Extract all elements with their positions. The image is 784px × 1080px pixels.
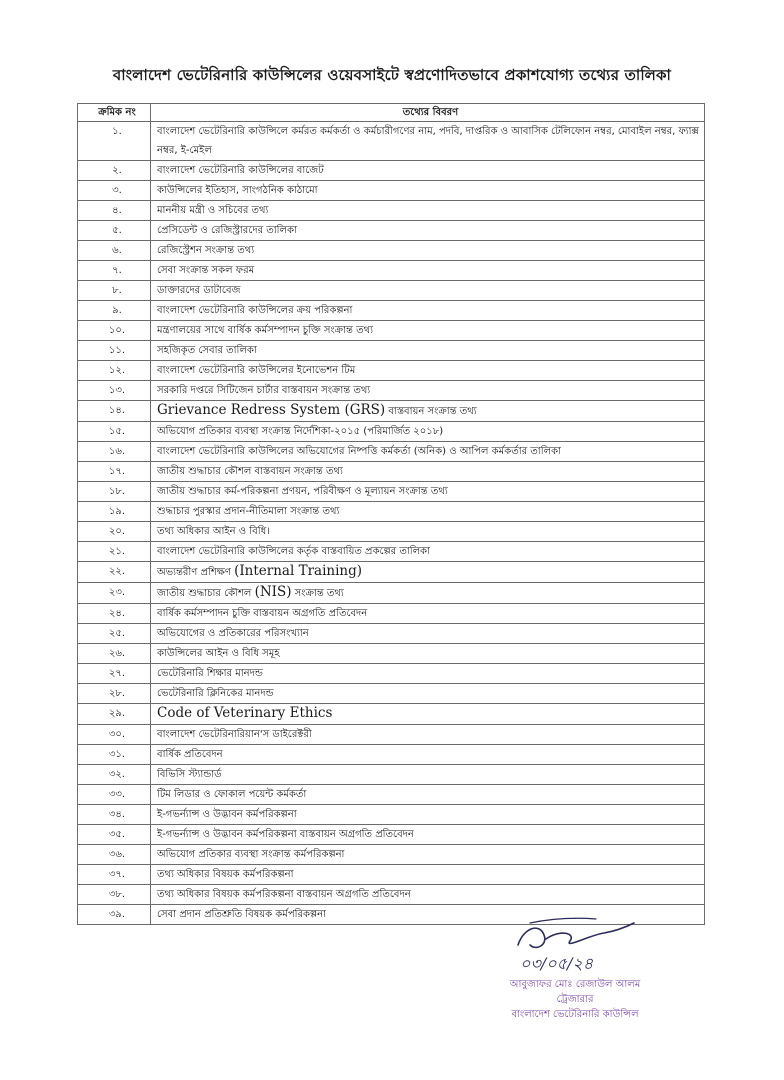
row-serial: ৫. [78,221,151,241]
row-serial: ১১. [78,341,151,361]
row-serial: ১৭. [78,462,151,482]
row-text: অভিযোগ প্রতিকার ব্যবস্থা সংক্রান্ত নির্দেশিকা-২০১৫ (পরিমার্জিত ২০১৮) [157,426,444,437]
row-text: জাতীয় শুদ্ধাচার কৌশল [157,588,255,599]
row-serial: ৩৫. [78,825,151,845]
row-text: ই-গভর্ন্যান্স ও উদ্ভাবন কর্মপরিকল্পনা বাস্তবায়ন অগ্রগতি প্রতিবেদন [157,829,414,840]
row-text: বাংলাদেশ ভেটেরিনারিয়ান'স ডাইরেক্টরী [157,729,312,740]
header-serial: ক্রমিক নং [78,104,151,122]
table-row [78,241,705,261]
table-row [78,161,705,181]
row-text: বিভিসি স্ট্যান্ডার্ড [157,769,222,780]
row-text: অভিযোগ প্রতিকার ব্যবস্থা সংক্রান্ত কর্মপরিকল্পনা [157,849,345,860]
row-text: মাননীয় মন্ত্রী ও সচিবের তথ্য [157,205,269,216]
table-row [78,401,705,422]
table-row [78,684,705,704]
information-table [77,103,705,925]
row-text: ভেটেরিনারি শিক্ষার মানদন্ড [157,668,263,679]
row-description [151,542,705,562]
table-row [78,462,705,482]
signer-designation: ট্রেজারার [556,994,594,1005]
row-serial: ৪. [78,201,151,221]
row-serial: ৩১. [78,745,151,765]
row-text: তথ্য অধিকার বিষয়ক কর্মপরিকল্পনা [157,869,294,880]
signature-handwritten [500,905,650,975]
row-text: বাংলাদেশ ভেটেরিনারি কাউন্সিলের অভিযোগের নিষ্পত্তি কর্মকর্তা (অনিক) ও আপিল কর্মকর্তার তালিকা [157,446,561,457]
row-description [151,442,705,462]
row-serial: ৩২. [78,765,151,785]
table-row [78,422,705,442]
row-text: ডাক্তারদের ডাটাবেজ [157,285,241,296]
row-text: সহজিকৃত সেবার তালিকা [157,345,257,356]
row-description [151,785,705,805]
row-serial: ১. [78,122,151,161]
row-serial: ২২. [78,562,151,583]
row-text: বাংলাদেশ ভেটেরিনারি কাউন্সিলের বাজেট [157,165,324,176]
row-description [151,321,705,341]
table-row [78,725,705,745]
table-header-row [78,104,705,122]
row-text: প্রেসিডেন্ট ও রেজিস্ট্রারদের তালিকা [157,225,297,236]
table-row [78,201,705,221]
row-text: বার্ষিক প্রতিবেদন [157,749,223,760]
row-serial: ২৭. [78,664,151,684]
row-description [151,502,705,522]
table-row [78,805,705,825]
table-row [78,825,705,845]
row-description [151,482,705,502]
row-description [151,725,705,745]
table-row [78,885,705,905]
row-description [151,181,705,201]
row-description [151,765,705,785]
table-row [78,604,705,624]
row-description [151,644,705,664]
row-description [151,624,705,644]
row-text: কাউন্সিলের ইতিহাস, সাংগঠনিক কাঠামো [157,185,318,196]
row-latin-text: Grievance Redress System (GRS) [157,402,386,418]
table-row [78,745,705,765]
row-text: সেবা সংক্রান্ত সকল ফরম [157,265,255,276]
row-text: বাংলাদেশ ভেটেরিনারি কাউন্সিলের ক্রয় পরিকল্পনা [157,305,353,316]
table-row [78,845,705,865]
row-text: ই-গভর্ন্যান্স ও উদ্ভাবন কর্মপরিকল্পনা [157,809,297,820]
row-serial: ৩৯. [78,905,151,925]
table-row [78,122,705,161]
table-row [78,542,705,562]
row-description [151,522,705,542]
row-description [151,664,705,684]
row-serial: ৬. [78,241,151,261]
row-text: বার্ষিক কর্মসম্পাদন চুক্তি বাস্তবায়ন অগ্রগতি প্রতিবেদন [157,608,368,619]
row-description [151,845,705,865]
table-row [78,442,705,462]
row-description [151,201,705,221]
row-description [151,865,705,885]
row-serial: ২৮. [78,684,151,704]
row-serial: ২৪. [78,604,151,624]
table-row [78,301,705,321]
row-serial: ৩৪. [78,805,151,825]
row-description [151,341,705,361]
row-description [151,462,705,482]
row-serial: ২. [78,161,151,181]
row-description [151,301,705,321]
row-serial: ৭. [78,261,151,281]
table-row [78,221,705,241]
table-row [78,181,705,201]
row-text: অভিযোগের ও প্রতিকারের পরিসংখ্যান [157,628,309,639]
row-serial: ৩৩. [78,785,151,805]
table-row [78,502,705,522]
row-serial: ২৬. [78,644,151,664]
row-serial: ২৩. [78,583,151,604]
table-row [78,624,705,644]
row-serial: ৩৮. [78,885,151,905]
row-serial: ৯. [78,301,151,321]
row-serial: ১৬. [78,442,151,462]
row-latin-text: (NIS) [254,584,292,600]
table-row [78,562,705,583]
row-text: বাংলাদেশ ভেটেরিনারি কাউন্সিলের কর্তৃক বাস্তবায়িত প্রকল্পের তালিকা [157,546,430,557]
row-description [151,745,705,765]
row-text: বাংলাদেশ ভেটেরিনারি কাউন্সিলের ইনোভেশন টিম [157,365,356,376]
row-text: জাতীয় শুদ্ধাচার কর্ম-পরিকল্পনা প্রণয়ন, পরিবীক্ষণ ও মূল্যায়ন সংক্রান্ত তথ্য [157,486,448,497]
row-description [151,422,705,442]
row-description [151,361,705,381]
row-serial: ২৯. [78,704,151,725]
table-row [78,765,705,785]
table-body [78,122,705,925]
row-text: তথ্য অধিকার আইন ও বিধি। [157,526,270,537]
row-description [151,583,705,604]
table-row [78,704,705,725]
row-text: সেবা প্রদান প্রতিশ্রুতি বিষয়ক কর্মপরিকল্পনা [157,909,326,920]
table-row [78,482,705,502]
row-text: জাতীয় শুদ্ধাচার কৌশল বাস্তবায়ন সংক্রান্ত তথ্য [157,466,343,477]
table-row [78,261,705,281]
row-serial: ২৫. [78,624,151,644]
row-serial: ১০. [78,321,151,341]
signer-organization: বাংলাদেশ ভেটেরিনারি কাউন্সিল [511,1009,639,1020]
row-description [151,261,705,281]
row-description [151,885,705,905]
row-serial: ১৯. [78,502,151,522]
row-text: কাউন্সিলের আইন ও বিধি সমূহ [157,648,280,659]
row-description [151,562,705,583]
row-serial: ৩৬. [78,845,151,865]
table-row [78,341,705,361]
row-serial: ১৮. [78,482,151,502]
table-row [78,522,705,542]
row-serial: ৮. [78,281,151,301]
table-row [78,785,705,805]
row-text: তথ্য অধিকার বিষয়ক কর্মপরিকল্পনা বাস্তবায়ন অগ্রগতি প্রতিবেদন [157,889,411,900]
row-text: বাংলাদেশ ভেটেরিনারি কাউন্সিলে কর্মরত কর্মকর্তা ও কর্মচারীগণের নাম, পদবি, দাপ্তরিক ও আবাসিক টেলিফোন নম্বর, মোবাইল নম্বর, ফ্যাক্স নম্বর, ই-মেইল [157,126,699,156]
row-description [151,704,705,725]
row-description [151,684,705,704]
document-title: বাংলাদেশ ভেটেরিনারি কাউন্সিলের ওয়েবসাইটে স্বপ্রণোদিতভাবে প্রকাশযোগ্য তথ্যের তালিকা [112,66,672,84]
signer-stamp [480,977,670,1022]
row-text: সংক্রান্ত তথ্য [291,588,344,599]
row-text: মন্ত্রণালয়ের সাথে বার্ষিক কর্মসম্পাদন চুক্তি সংক্রান্ত তথ্য [157,325,373,336]
row-latin-text: (Internal Training) [234,563,363,579]
row-description [151,281,705,301]
table-row [78,281,705,301]
header-description: তথ্যের বিবরণ [151,104,705,122]
row-serial: ৩. [78,181,151,201]
row-text: রেজিস্ট্রেশন সংক্রান্ত তথ্য [157,245,255,256]
row-serial: ১৩. [78,381,151,401]
row-text: শুদ্ধাচার পুরস্কার প্রদান-নীতিমালা সংক্রান্ত তথ্য [157,506,340,517]
table-row [78,644,705,664]
row-serial: ১৫. [78,422,151,442]
row-serial: ২১. [78,542,151,562]
row-description [151,122,705,161]
row-text: বাস্তবায়ন সংক্রান্ত তথ্য [385,406,477,417]
table-row [78,381,705,401]
row-serial: ৩৭. [78,865,151,885]
row-description [151,805,705,825]
row-description [151,825,705,845]
table-row [78,865,705,885]
row-description [151,381,705,401]
row-text: ভেটেরিনারি ক্লিনিকের মানদন্ড [157,688,274,699]
row-description [151,241,705,261]
table-row [78,664,705,684]
row-serial: ৩০. [78,725,151,745]
signer-name: আবুজাফর মোঃ রেজাউল আলম [509,979,641,990]
signature-date: ০৩/০৫/২৪ [520,954,594,973]
row-text: অভ্যন্তরীণ প্রশিক্ষণ [157,567,235,578]
row-serial: ১৪. [78,401,151,422]
row-latin-text: Code of Veterinary Ethics [157,705,333,721]
row-description [151,221,705,241]
row-text: টিম লিডার ও ফোকাল পয়েন্ট কর্মকর্তা [157,789,307,800]
row-serial: ১২. [78,361,151,381]
row-description [151,161,705,181]
row-description [151,604,705,624]
row-description [151,401,705,422]
row-serial: ২০. [78,522,151,542]
row-text: সরকারি দপ্তরে সিটিজেন চার্টার বাস্তবায়ন সংক্রান্ত তথ্য [157,385,371,396]
table-row [78,361,705,381]
table-row [78,583,705,604]
table-row [78,321,705,341]
